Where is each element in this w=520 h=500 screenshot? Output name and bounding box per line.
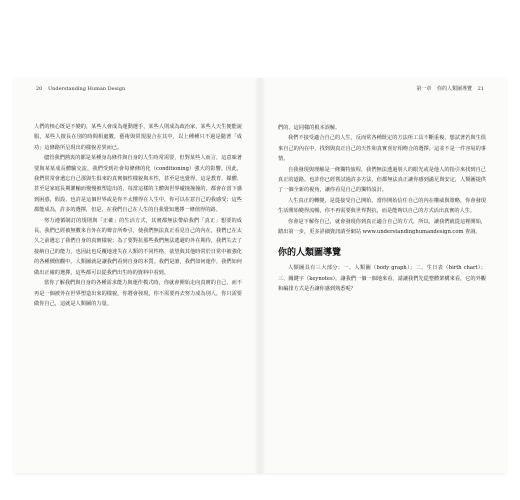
right-chapter-title: 你的人類圖導覽 bbox=[437, 86, 473, 92]
paragraph: 們的，這同樣的根本誤解。 bbox=[278, 125, 341, 131]
right-running-head bbox=[416, 86, 488, 92]
paragraph: 儘管我們熱衷的都是某種身為條件與自身的人生時常需要，但對某些人而言，這意味著要與某某成長體驗交流，我們受到社會每條條的化（conditioning）強大的影響。因此，我們常常會遺忘自己那與生俱來的真實個性樣貌與本性，甚至是也覺得，這是教育、媒體、甚至是家庭長期灌輸而慢慢被塑造出的，每當這樣的主體與世界碰撞撞撞的，都會在當下感到困惑，假設、也許是這個世界或是你不太懂得在人生中，你可以在意自己的我感受；這些都能成為，許多的選擇，但是，在我們自己在人生的自我覺知選擇一條值得的路。 bbox=[34, 155, 242, 214]
left-page bbox=[14, 78, 260, 473]
right-page-body bbox=[278, 123, 486, 295]
paragraph: 努力遵循制訂的規則與「正確」的生活方式，其實都無法帶給我們「真正」想要的成長。我們已經被無數來自外在的聲音所牽引，使我們無法真正看見自己的內在，我們已在太久之前遺忘了我們自身的真實樣貌；為了要對抗那些我們無法逃避的外在期待，我們失去了接納自己的能力，也因此也反覆地迷失在人類的不同性格、欲望與其他時常於日常中被強化的各種價值觀中。人類圖就是讓我們看到自身的本質。我們是誰，我們如何運作，我們如何做出正確的選擇，這些都可以從我們出生時的資料中看到。 bbox=[34, 217, 242, 276]
book-spread bbox=[14, 78, 506, 473]
left-page-body bbox=[34, 122, 242, 309]
section-heading: 你的人類圖導覽 bbox=[278, 248, 342, 259]
left-running-head bbox=[32, 86, 125, 92]
left-page-number: 20 bbox=[36, 86, 43, 92]
paragraph: 自我發現與理解是一條獨特旅程，我們無法透過別人的眼光或是他人的指引來找到自己真正的道路。也許你已經嘗試過許多方法，但都無法真正讓你感到滿足與安定，人類圖提供了一個全新的視角，讓你看見自己的獨特設計。 bbox=[278, 166, 486, 194]
left-book-title: Understanding Human Design bbox=[47, 86, 126, 92]
paragraph: 當你了解我們與自身的各種需求能力與運作模式時，你就會開始走向真實的自己，而不再是一個被外在世界塑造出來的樣貌。你將會發現，你不需要再去努力成為別人，你只需要做你自己，這就是人類圖的力量。 bbox=[34, 280, 242, 307]
paragraph: 人生真正的轉變，是從接受自己開始。當你開始信任自己的內在權威與策略，你會發現生活開始變得流暢，你不再需要與世界對抗，而是能夠以自己的方式活出真實的人生。 bbox=[278, 197, 486, 215]
paragraph: 我們不接受適合自己的人生，反而常各種既定的方法所工具不斷重複，想試著若與生俱來自己的內在中，找到與真正自己的天性和真實喜好相吻合的選擇，這並不是一件容易的事情。 bbox=[278, 135, 486, 163]
paragraph: 你會是下解你自己，就會發現你到真正適合自己的方式，所以，讓我們就從這裡開始，踏出第一步，更多詳細資訊請至網站 www.understandinghumandesign.com 查詢。 bbox=[278, 218, 486, 236]
right-page-number: 21 bbox=[477, 86, 484, 92]
paragraph: 人類圖具有三大部分：一、人類圖（body graph）；二、生日表（birth chart）；三、關鍵字（keynotes）。讓我們一個一個地來看，請讓我們先從整體架構來看，它的外觀和編排方式是否讓你感到熟悉呢？ bbox=[278, 265, 486, 293]
right-page bbox=[260, 78, 506, 473]
paragraph: 人們的核心既是不變的，某些人會成為運動選手，某些人則成為政治家，某些人天生便能說服，某些人擅長在別的時間相處數，藝術與常規混合在其中，以上種種只不過是隨著「成功」這條路所呈現出的樣貌差異而已。 bbox=[34, 124, 242, 151]
chapter-label: 第一章 bbox=[416, 86, 432, 92]
